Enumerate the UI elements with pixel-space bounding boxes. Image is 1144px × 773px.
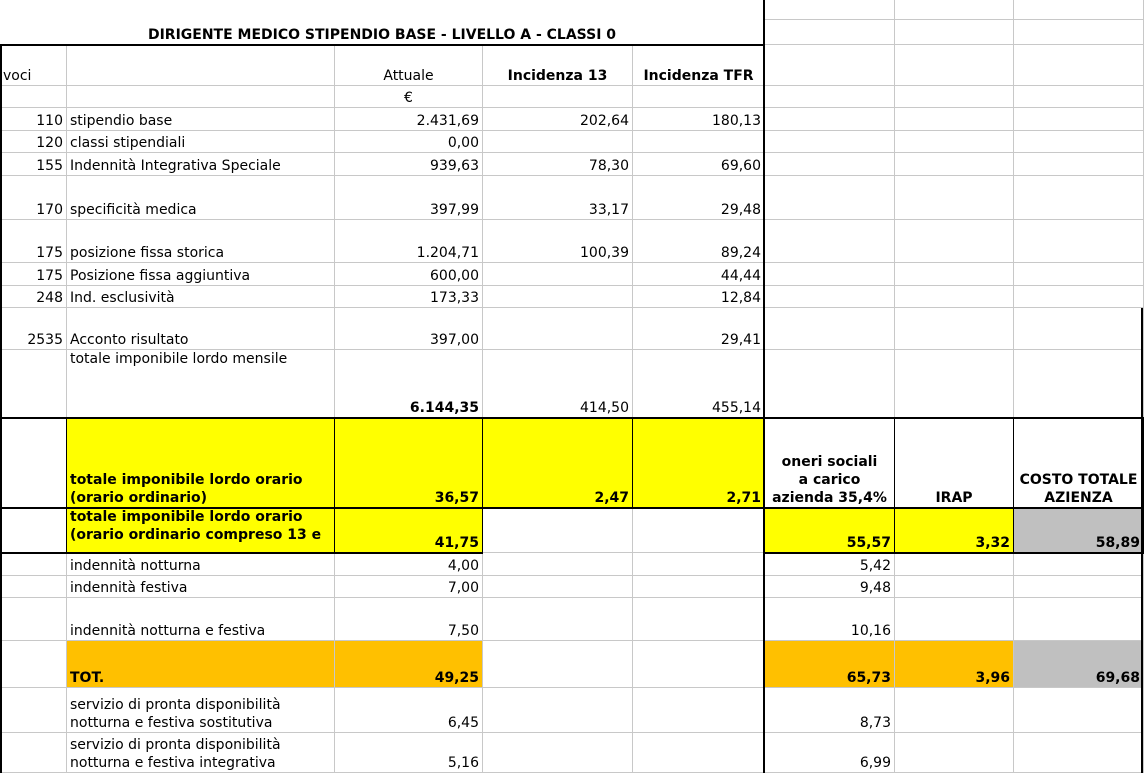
tfr-value[interactable]: 44,44 (633, 263, 765, 286)
cell[interactable] (765, 45, 895, 86)
cell[interactable] (0, 688, 67, 733)
cell[interactable] (0, 553, 67, 576)
cell[interactable] (765, 20, 895, 45)
tfr-value[interactable] (633, 131, 765, 153)
attuale-value[interactable]: 2.431,69 (335, 108, 483, 131)
border-line (0, 552, 483, 554)
cell[interactable] (895, 220, 1014, 263)
cell[interactable] (483, 86, 633, 108)
attuale-value[interactable]: 600,00 (335, 263, 483, 286)
orario-label[interactable] (67, 418, 335, 508)
indennita-attuale[interactable]: 7,00 (335, 576, 483, 598)
cell[interactable] (895, 176, 1014, 220)
cell[interactable] (895, 263, 1014, 286)
cell[interactable] (765, 86, 895, 108)
voce-code[interactable]: 155 (0, 153, 67, 176)
cell[interactable] (483, 688, 633, 733)
orario-label-line1: totale imponibile lordo orario (70, 472, 303, 488)
cell[interactable] (1014, 0, 1144, 20)
tot-label[interactable]: TOT. (67, 641, 335, 688)
orario-inc13[interactable]: 2,47 (483, 418, 633, 508)
cell[interactable] (0, 86, 67, 108)
tfr-value[interactable]: 29,48 (633, 176, 765, 220)
inc13-value[interactable] (483, 286, 633, 308)
cell[interactable] (895, 108, 1014, 131)
cell[interactable] (765, 0, 895, 20)
costo-totale-header[interactable] (1014, 418, 1144, 508)
cell[interactable] (895, 86, 1014, 108)
cell[interactable] (633, 86, 765, 108)
tot-attuale[interactable]: 49,25 (335, 641, 483, 688)
indennita-desc[interactable]: indennità festiva (67, 576, 335, 598)
voce-code[interactable]: 175 (0, 263, 67, 286)
cell[interactable] (483, 733, 633, 773)
cell[interactable] (0, 508, 67, 553)
tot-oneri[interactable]: 65,73 (765, 641, 895, 688)
cell[interactable] (765, 263, 895, 286)
servizio-attuale[interactable]: 6,45 (335, 688, 483, 733)
servizio-desc[interactable] (67, 688, 335, 733)
cell[interactable] (483, 553, 633, 576)
voce-desc[interactable]: classi stipendiali (67, 131, 335, 153)
indennita-oneri[interactable]: 10,16 (765, 598, 895, 641)
orario-label-line2: (orario ordinario) (70, 490, 208, 506)
cell[interactable] (895, 45, 1014, 86)
border-line (1141, 308, 1143, 773)
cell[interactable] (1014, 176, 1144, 220)
cell[interactable] (1014, 688, 1144, 733)
voce-desc[interactable]: Ind. esclusività (67, 286, 335, 308)
border-line (0, 507, 1144, 509)
inc13-value[interactable] (483, 263, 633, 286)
cell[interactable] (765, 108, 895, 131)
tot-costo[interactable]: 69,68 (1014, 641, 1144, 688)
cell[interactable] (0, 576, 67, 598)
voce-desc[interactable]: Posizione fissa aggiuntiva (67, 263, 335, 286)
tfr-value[interactable]: 69,60 (633, 153, 765, 176)
orario-attuale[interactable]: 36,57 (335, 418, 483, 508)
orario-tfr[interactable]: 2,71 (633, 418, 765, 508)
header-incidenza-tfr[interactable]: Incidenza TFR (633, 45, 765, 86)
inc13-value[interactable]: 202,64 (483, 108, 633, 131)
cell[interactable] (483, 508, 633, 553)
cell[interactable] (1014, 308, 1144, 350)
cell[interactable] (633, 576, 765, 598)
inc13-value[interactable]: 100,39 (483, 220, 633, 263)
cell[interactable] (633, 508, 765, 553)
cell[interactable] (1014, 553, 1144, 576)
orario13-attuale[interactable]: 41,75 (335, 508, 483, 553)
orario13-oneri[interactable]: 55,57 (765, 508, 895, 553)
voce-code[interactable]: 120 (0, 131, 67, 153)
cell[interactable] (1014, 153, 1144, 176)
cell[interactable] (1014, 733, 1144, 773)
header-incidenza-13[interactable]: Incidenza 13 (483, 45, 633, 86)
cell[interactable] (765, 153, 895, 176)
tfr-value[interactable]: 29,41 (633, 308, 765, 350)
voce-code[interactable]: 175 (0, 220, 67, 263)
cell[interactable] (1014, 131, 1144, 153)
cell[interactable] (895, 153, 1014, 176)
cell[interactable] (1014, 86, 1144, 108)
servizio-desc-line2: notturna e festiva integrativa (70, 755, 276, 771)
cell[interactable] (0, 598, 67, 641)
cell[interactable] (483, 598, 633, 641)
voce-code[interactable]: 2535 (0, 308, 67, 350)
header-attuale[interactable]: Attuale (335, 45, 483, 86)
inc13-value[interactable]: 33,17 (483, 176, 633, 220)
cell[interactable] (1014, 20, 1144, 45)
sheet-title[interactable]: DIRIGENTE MEDICO STIPENDIO BASE - LIVELLO A - CLASSI 0 (0, 0, 765, 45)
voce-code[interactable]: 170 (0, 176, 67, 220)
cell[interactable] (765, 220, 895, 263)
cell[interactable] (633, 733, 765, 773)
servizio-attuale[interactable]: 5,16 (335, 733, 483, 773)
cell[interactable] (1014, 45, 1144, 86)
voce-code[interactable]: 248 (0, 286, 67, 308)
indennita-oneri[interactable]: 9,48 (765, 576, 895, 598)
indennita-attuale[interactable]: 7,50 (335, 598, 483, 641)
tot-irap[interactable]: 3,96 (895, 641, 1014, 688)
tfr-value[interactable]: 180,13 (633, 108, 765, 131)
orario13-label[interactable] (67, 508, 335, 553)
servizio-desc-line2: notturna e festiva sostitutiva (70, 715, 273, 731)
servizio-desc-line1: servizio di pronta disponibilità (70, 697, 281, 713)
cell[interactable] (0, 733, 67, 773)
indennita-attuale[interactable]: 4,00 (335, 553, 483, 576)
irap-header[interactable]: IRAP (895, 418, 1014, 508)
border-line (765, 552, 1144, 554)
voce-desc[interactable]: specificità medica (67, 176, 335, 220)
header-voci[interactable]: voci (0, 45, 67, 86)
cell[interactable] (895, 688, 1014, 733)
cell[interactable] (765, 286, 895, 308)
servizio-oneri[interactable]: 8,73 (765, 688, 895, 733)
cell[interactable] (895, 733, 1014, 773)
totale-mensile-tfr[interactable]: 455,14 (633, 350, 765, 418)
cell[interactable] (895, 576, 1014, 598)
cell[interactable] (1014, 286, 1144, 308)
cell[interactable] (895, 308, 1014, 350)
inc13-value[interactable] (483, 131, 633, 153)
cell[interactable] (0, 418, 67, 508)
cell[interactable] (633, 553, 765, 576)
attuale-value[interactable]: 0,00 (335, 131, 483, 153)
orario13-irap[interactable]: 3,32 (895, 508, 1014, 553)
attuale-value[interactable]: 939,63 (335, 153, 483, 176)
indennita-desc[interactable]: indennità notturna e festiva (67, 598, 335, 641)
totale-mensile-inc13[interactable]: 414,50 (483, 350, 633, 418)
cell[interactable] (67, 86, 335, 108)
cell[interactable] (895, 286, 1014, 308)
cell[interactable] (1014, 263, 1144, 286)
cell[interactable] (895, 350, 1014, 418)
voce-code[interactable]: 110 (0, 108, 67, 131)
cell[interactable] (633, 641, 765, 688)
cell[interactable] (765, 350, 895, 418)
orario13-costo[interactable]: 58,89 (1014, 508, 1144, 553)
oneri-header-line3: azienda 35,4% (772, 490, 887, 506)
voce-desc[interactable]: Indennità Integrativa Speciale (67, 153, 335, 176)
cell[interactable] (1014, 350, 1144, 418)
costo-header-line1: COSTO TOTALE (1019, 472, 1138, 488)
cell[interactable] (0, 350, 67, 418)
attuale-value[interactable]: 397,00 (335, 308, 483, 350)
voce-desc[interactable]: posizione fissa storica (67, 220, 335, 263)
costo-header-line2: AZIENZA (1044, 490, 1113, 506)
indennita-oneri[interactable]: 5,42 (765, 553, 895, 576)
orario13-label-line1: totale imponibile lordo orario (70, 509, 303, 525)
orario13-label-line2: (orario ordinario compreso 13 e (70, 527, 322, 543)
cell[interactable] (765, 308, 895, 350)
cell[interactable] (1014, 598, 1144, 641)
oneri-header-line2: a carico (798, 472, 861, 488)
border-line (0, 45, 2, 773)
cell[interactable] (895, 0, 1014, 20)
cell[interactable] (895, 20, 1014, 45)
cell[interactable] (67, 45, 335, 86)
inc13-value[interactable] (483, 308, 633, 350)
totale-mensile-label[interactable]: totale imponibile lordo mensile (67, 350, 335, 418)
oneri-sociali-header[interactable] (765, 418, 895, 508)
attuale-value[interactable]: 173,33 (335, 286, 483, 308)
attuale-value[interactable]: 1.204,71 (335, 220, 483, 263)
voce-desc[interactable]: Acconto risultato (67, 308, 335, 350)
cell[interactable] (1014, 576, 1144, 598)
servizio-desc[interactable] (67, 733, 335, 773)
cell[interactable] (0, 641, 67, 688)
cell[interactable] (895, 131, 1014, 153)
voce-desc[interactable]: stipendio base (67, 108, 335, 131)
cell[interactable] (895, 598, 1014, 641)
cell[interactable] (765, 176, 895, 220)
currency-symbol[interactable]: € (335, 86, 483, 108)
cell[interactable] (633, 688, 765, 733)
border-line (763, 0, 765, 773)
cell[interactable] (1014, 108, 1144, 131)
cell[interactable] (483, 641, 633, 688)
cell[interactable] (895, 553, 1014, 576)
servizio-oneri[interactable]: 6,99 (765, 733, 895, 773)
attuale-value[interactable]: 397,99 (335, 176, 483, 220)
servizio-desc-line1: servizio di pronta disponibilità (70, 737, 281, 753)
oneri-header-line1: oneri sociali (781, 454, 878, 470)
cell[interactable] (1014, 220, 1144, 263)
tfr-value[interactable]: 12,84 (633, 286, 765, 308)
cell[interactable] (483, 576, 633, 598)
tfr-value[interactable]: 89,24 (633, 220, 765, 263)
cell[interactable] (765, 131, 895, 153)
totale-mensile-attuale[interactable]: 6.144,35 (335, 350, 483, 418)
indennita-desc[interactable]: indennità notturna (67, 553, 335, 576)
border-line (0, 44, 765, 46)
inc13-value[interactable]: 78,30 (483, 153, 633, 176)
border-line (0, 417, 1144, 419)
cell[interactable] (633, 598, 765, 641)
